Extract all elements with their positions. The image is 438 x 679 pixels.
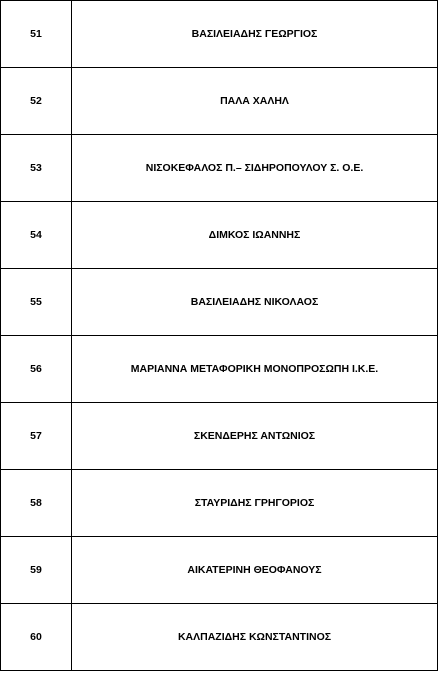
table-row	[1, 269, 438, 336]
row-number: 53	[1, 135, 72, 201]
row-number: 59	[1, 537, 72, 603]
row-number: 52	[1, 68, 72, 134]
table-row	[1, 202, 438, 269]
row-number: 54	[1, 202, 72, 268]
table-row	[1, 403, 438, 470]
row-name: ΝΙΣΟΚΕΦΑΛΟΣ Π.– ΣΙΔΗΡΟΠΟΥΛΟΥ Σ. Ο.Ε.	[72, 135, 438, 201]
row-name: ΒΑΣΙΛΕΙΑΔΗΣ ΝΙΚΟΛΑΟΣ	[72, 269, 438, 335]
table-row	[1, 604, 438, 671]
row-name: ΜΑΡΙΑΝΝΑ ΜΕΤΑΦΟΡΙΚΗ ΜΟΝΟΠΡΟΣΩΠΗ Ι.Κ.Ε.	[72, 336, 438, 402]
table-row	[1, 1, 438, 68]
row-name: ΣΚΕΝΔΕΡΗΣ ΑΝΤΩΝΙΟΣ	[72, 403, 438, 469]
table-row	[1, 470, 438, 537]
row-name: ΔΙΜΚΟΣ ΙΩΑΝΝΗΣ	[72, 202, 438, 268]
row-number: 56	[1, 336, 72, 402]
table-row	[1, 336, 438, 403]
row-number: 57	[1, 403, 72, 469]
row-name: ΠΑΛΑ ΧΑΛΗΛ	[72, 68, 438, 134]
row-name: ΒΑΣΙΛΕΙΑΔΗΣ ΓΕΩΡΓΙΟΣ	[72, 1, 438, 67]
row-number: 51	[1, 1, 72, 67]
row-number: 60	[1, 604, 72, 670]
table-row	[1, 68, 438, 135]
row-name: ΚΑΛΠΑΖΙΔΗΣ ΚΩΝΣΤΑΝΤΙΝΟΣ	[72, 604, 438, 670]
row-number: 58	[1, 470, 72, 536]
table-row	[1, 135, 438, 202]
table-row	[1, 537, 438, 604]
row-name: ΑΙΚΑΤΕΡΙΝΗ ΘΕΟΦΑΝΟΥΣ	[72, 537, 438, 603]
row-name: ΣΤΑΥΡΙΔΗΣ ΓΡΗΓΟΡΙΟΣ	[72, 470, 438, 536]
row-number: 55	[1, 269, 72, 335]
